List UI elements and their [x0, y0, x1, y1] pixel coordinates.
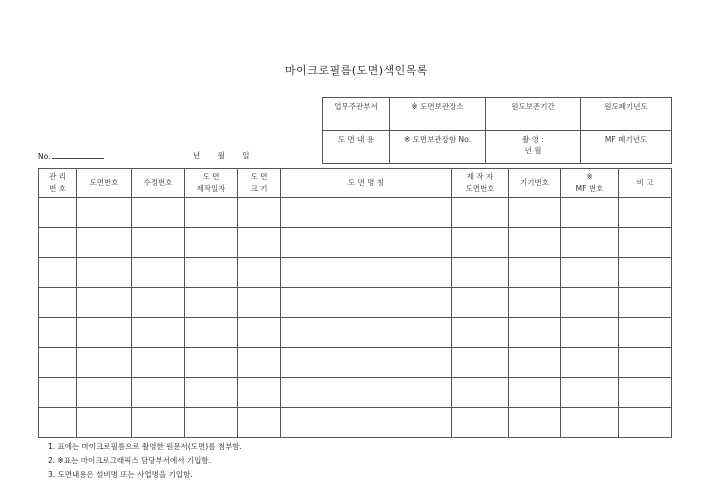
number-field — [38, 150, 104, 161]
table-cell[interactable] — [619, 348, 672, 378]
table-cell[interactable] — [39, 288, 77, 318]
table-cell[interactable] — [238, 288, 281, 318]
info-storage-cell: ※ 도면보관장소 — [390, 98, 486, 131]
table-cell[interactable] — [185, 318, 238, 348]
table-row — [39, 318, 672, 348]
table-cell[interactable] — [132, 348, 185, 378]
table-cell[interactable] — [452, 228, 509, 258]
table-row — [39, 228, 672, 258]
table-cell[interactable] — [77, 258, 132, 288]
info-table — [322, 97, 672, 164]
table-cell[interactable] — [452, 378, 509, 408]
table-cell[interactable] — [132, 198, 185, 228]
table-cell[interactable] — [238, 258, 281, 288]
table-cell[interactable] — [509, 348, 561, 378]
table-cell[interactable] — [39, 198, 77, 228]
date-label: 년 월 일 — [193, 151, 250, 160]
table-cell[interactable] — [452, 348, 509, 378]
column-header — [281, 169, 452, 198]
table-row — [39, 258, 672, 288]
column-header — [238, 169, 281, 198]
table-cell[interactable] — [509, 378, 561, 408]
table-cell[interactable] — [561, 288, 619, 318]
table-cell[interactable] — [509, 198, 561, 228]
note-3: 3. 도면내용은 설비명 또는 사업명을 기입함. — [48, 470, 193, 479]
column-header-text: 크 기 — [250, 184, 268, 193]
column-header-text: 제작일자 — [196, 184, 226, 193]
table-cell[interactable] — [509, 288, 561, 318]
table-row — [39, 378, 672, 408]
info-mf-disposal-cell — [581, 131, 672, 164]
table-cell[interactable] — [185, 348, 238, 378]
table-row — [39, 198, 672, 228]
table-cell[interactable] — [39, 228, 77, 258]
table-cell[interactable] — [281, 288, 452, 318]
table-cell[interactable] — [39, 348, 77, 378]
table-cell[interactable] — [452, 408, 509, 438]
table-cell[interactable] — [561, 348, 619, 378]
table-cell[interactable] — [619, 258, 672, 288]
table-cell[interactable] — [77, 348, 132, 378]
table-cell[interactable] — [281, 378, 452, 408]
table-row — [39, 408, 672, 438]
table-row — [39, 348, 672, 378]
info-content-cell-line: 도 면 내 용 — [337, 135, 375, 144]
table-cell[interactable] — [619, 378, 672, 408]
table-cell[interactable] — [281, 408, 452, 438]
table-cell[interactable] — [77, 408, 132, 438]
column-header — [132, 169, 185, 198]
info-cabinet-cell-line: ※ 도면보관장함 No. — [404, 135, 471, 144]
table-cell[interactable] — [281, 228, 452, 258]
info-filming-cell-line: 촬 영 : — [522, 135, 544, 144]
info-disposal-cell: 원도폐기년도 — [581, 98, 672, 131]
table-cell[interactable] — [281, 318, 452, 348]
table-cell[interactable] — [509, 228, 561, 258]
column-header — [619, 169, 672, 198]
notes — [48, 440, 242, 482]
table-cell[interactable] — [561, 258, 619, 288]
column-header-text: 번 호 — [49, 184, 66, 193]
table-cell[interactable] — [452, 198, 509, 228]
column-header — [77, 169, 132, 198]
column-header-text: 제 작 자 — [466, 172, 494, 181]
table-cell[interactable] — [238, 318, 281, 348]
table-cell[interactable] — [39, 408, 77, 438]
table-cell[interactable] — [185, 288, 238, 318]
info-cabinet-cell — [390, 131, 486, 164]
column-header-text: 도 면 — [250, 172, 268, 181]
table-cell[interactable] — [509, 408, 561, 438]
table-cell[interactable] — [77, 198, 132, 228]
table-cell[interactable] — [452, 288, 509, 318]
table-cell[interactable] — [185, 198, 238, 228]
table-cell[interactable] — [238, 348, 281, 378]
table-cell[interactable] — [509, 258, 561, 288]
table-cell[interactable] — [619, 318, 672, 348]
column-header — [452, 169, 509, 198]
column-header-text: 도 면 명 칭 — [347, 178, 385, 187]
info-filming-cell — [486, 131, 581, 164]
table-cell[interactable] — [281, 198, 452, 228]
table-row — [39, 288, 672, 318]
table-cell[interactable] — [77, 228, 132, 258]
table-cell[interactable] — [185, 408, 238, 438]
page-title: 마이크로필름(도면)색인목록 — [284, 64, 429, 77]
column-header-text: 관 리 — [49, 172, 66, 181]
column-header — [561, 169, 619, 198]
table-cell[interactable] — [452, 258, 509, 288]
table-cell[interactable] — [185, 378, 238, 408]
table-cell[interactable] — [561, 228, 619, 258]
table-cell[interactable] — [561, 378, 619, 408]
table-cell[interactable] — [39, 258, 77, 288]
info-retention-cell: 원도보존기간 — [486, 98, 581, 131]
table-cell[interactable] — [132, 318, 185, 348]
number-label: No. — [38, 152, 51, 161]
table-cell[interactable] — [185, 228, 238, 258]
table-cell[interactable] — [619, 228, 672, 258]
column-header-text: 도면번호 — [89, 178, 119, 187]
column-header-text: 수정번호 — [143, 178, 173, 187]
table-cell[interactable] — [452, 318, 509, 348]
table-cell[interactable] — [238, 198, 281, 228]
table-cell[interactable] — [185, 258, 238, 288]
table-cell[interactable] — [561, 408, 619, 438]
table-cell[interactable] — [77, 288, 132, 318]
column-header-text: MF 번호 — [575, 184, 604, 193]
note-1: 1. 표에는 마이크로필름으로 촬영한 원문서(도면)를 첨부함. — [48, 442, 242, 451]
table-cell[interactable] — [132, 288, 185, 318]
number-blank — [52, 150, 104, 159]
table-cell[interactable] — [619, 408, 672, 438]
column-header-text: ※ — [586, 172, 593, 181]
table-cell[interactable] — [39, 318, 77, 348]
table-cell[interactable] — [132, 408, 185, 438]
info-mf-disposal-cell-line: MF 폐기년도 — [604, 135, 648, 144]
column-header — [185, 169, 238, 198]
table-cell[interactable] — [238, 408, 281, 438]
table-cell[interactable] — [238, 228, 281, 258]
table-cell[interactable] — [238, 378, 281, 408]
index-table — [38, 168, 672, 438]
table-cell[interactable] — [509, 318, 561, 348]
column-header-text: 비 고 — [636, 178, 654, 187]
table-cell[interactable] — [132, 258, 185, 288]
column-header-text: 기기번호 — [520, 178, 549, 187]
column-header-text: 도 면 — [202, 172, 220, 181]
column-header-text: 도면번호 — [465, 184, 495, 193]
info-filming-cell-line: 년 월 — [524, 146, 542, 155]
table-cell[interactable] — [281, 348, 452, 378]
table-cell[interactable] — [132, 378, 185, 408]
column-header — [39, 169, 77, 198]
table-cell[interactable] — [281, 258, 452, 288]
table-header-row — [39, 169, 672, 198]
table-cell[interactable] — [561, 198, 619, 228]
note-2: 2. ※표는 마이크로그래픽스 담당부서에서 기입함. — [48, 456, 212, 465]
table-cell[interactable] — [619, 288, 672, 318]
table-cell[interactable] — [619, 198, 672, 228]
table-cell[interactable] — [77, 318, 132, 348]
table-cell[interactable] — [561, 318, 619, 348]
info-dept-cell: 업무주관부서 — [323, 98, 390, 131]
info-content-cell — [323, 131, 390, 164]
table-cell[interactable] — [132, 228, 185, 258]
table-cell[interactable] — [39, 378, 77, 408]
table-cell[interactable] — [77, 378, 132, 408]
column-header — [509, 169, 561, 198]
